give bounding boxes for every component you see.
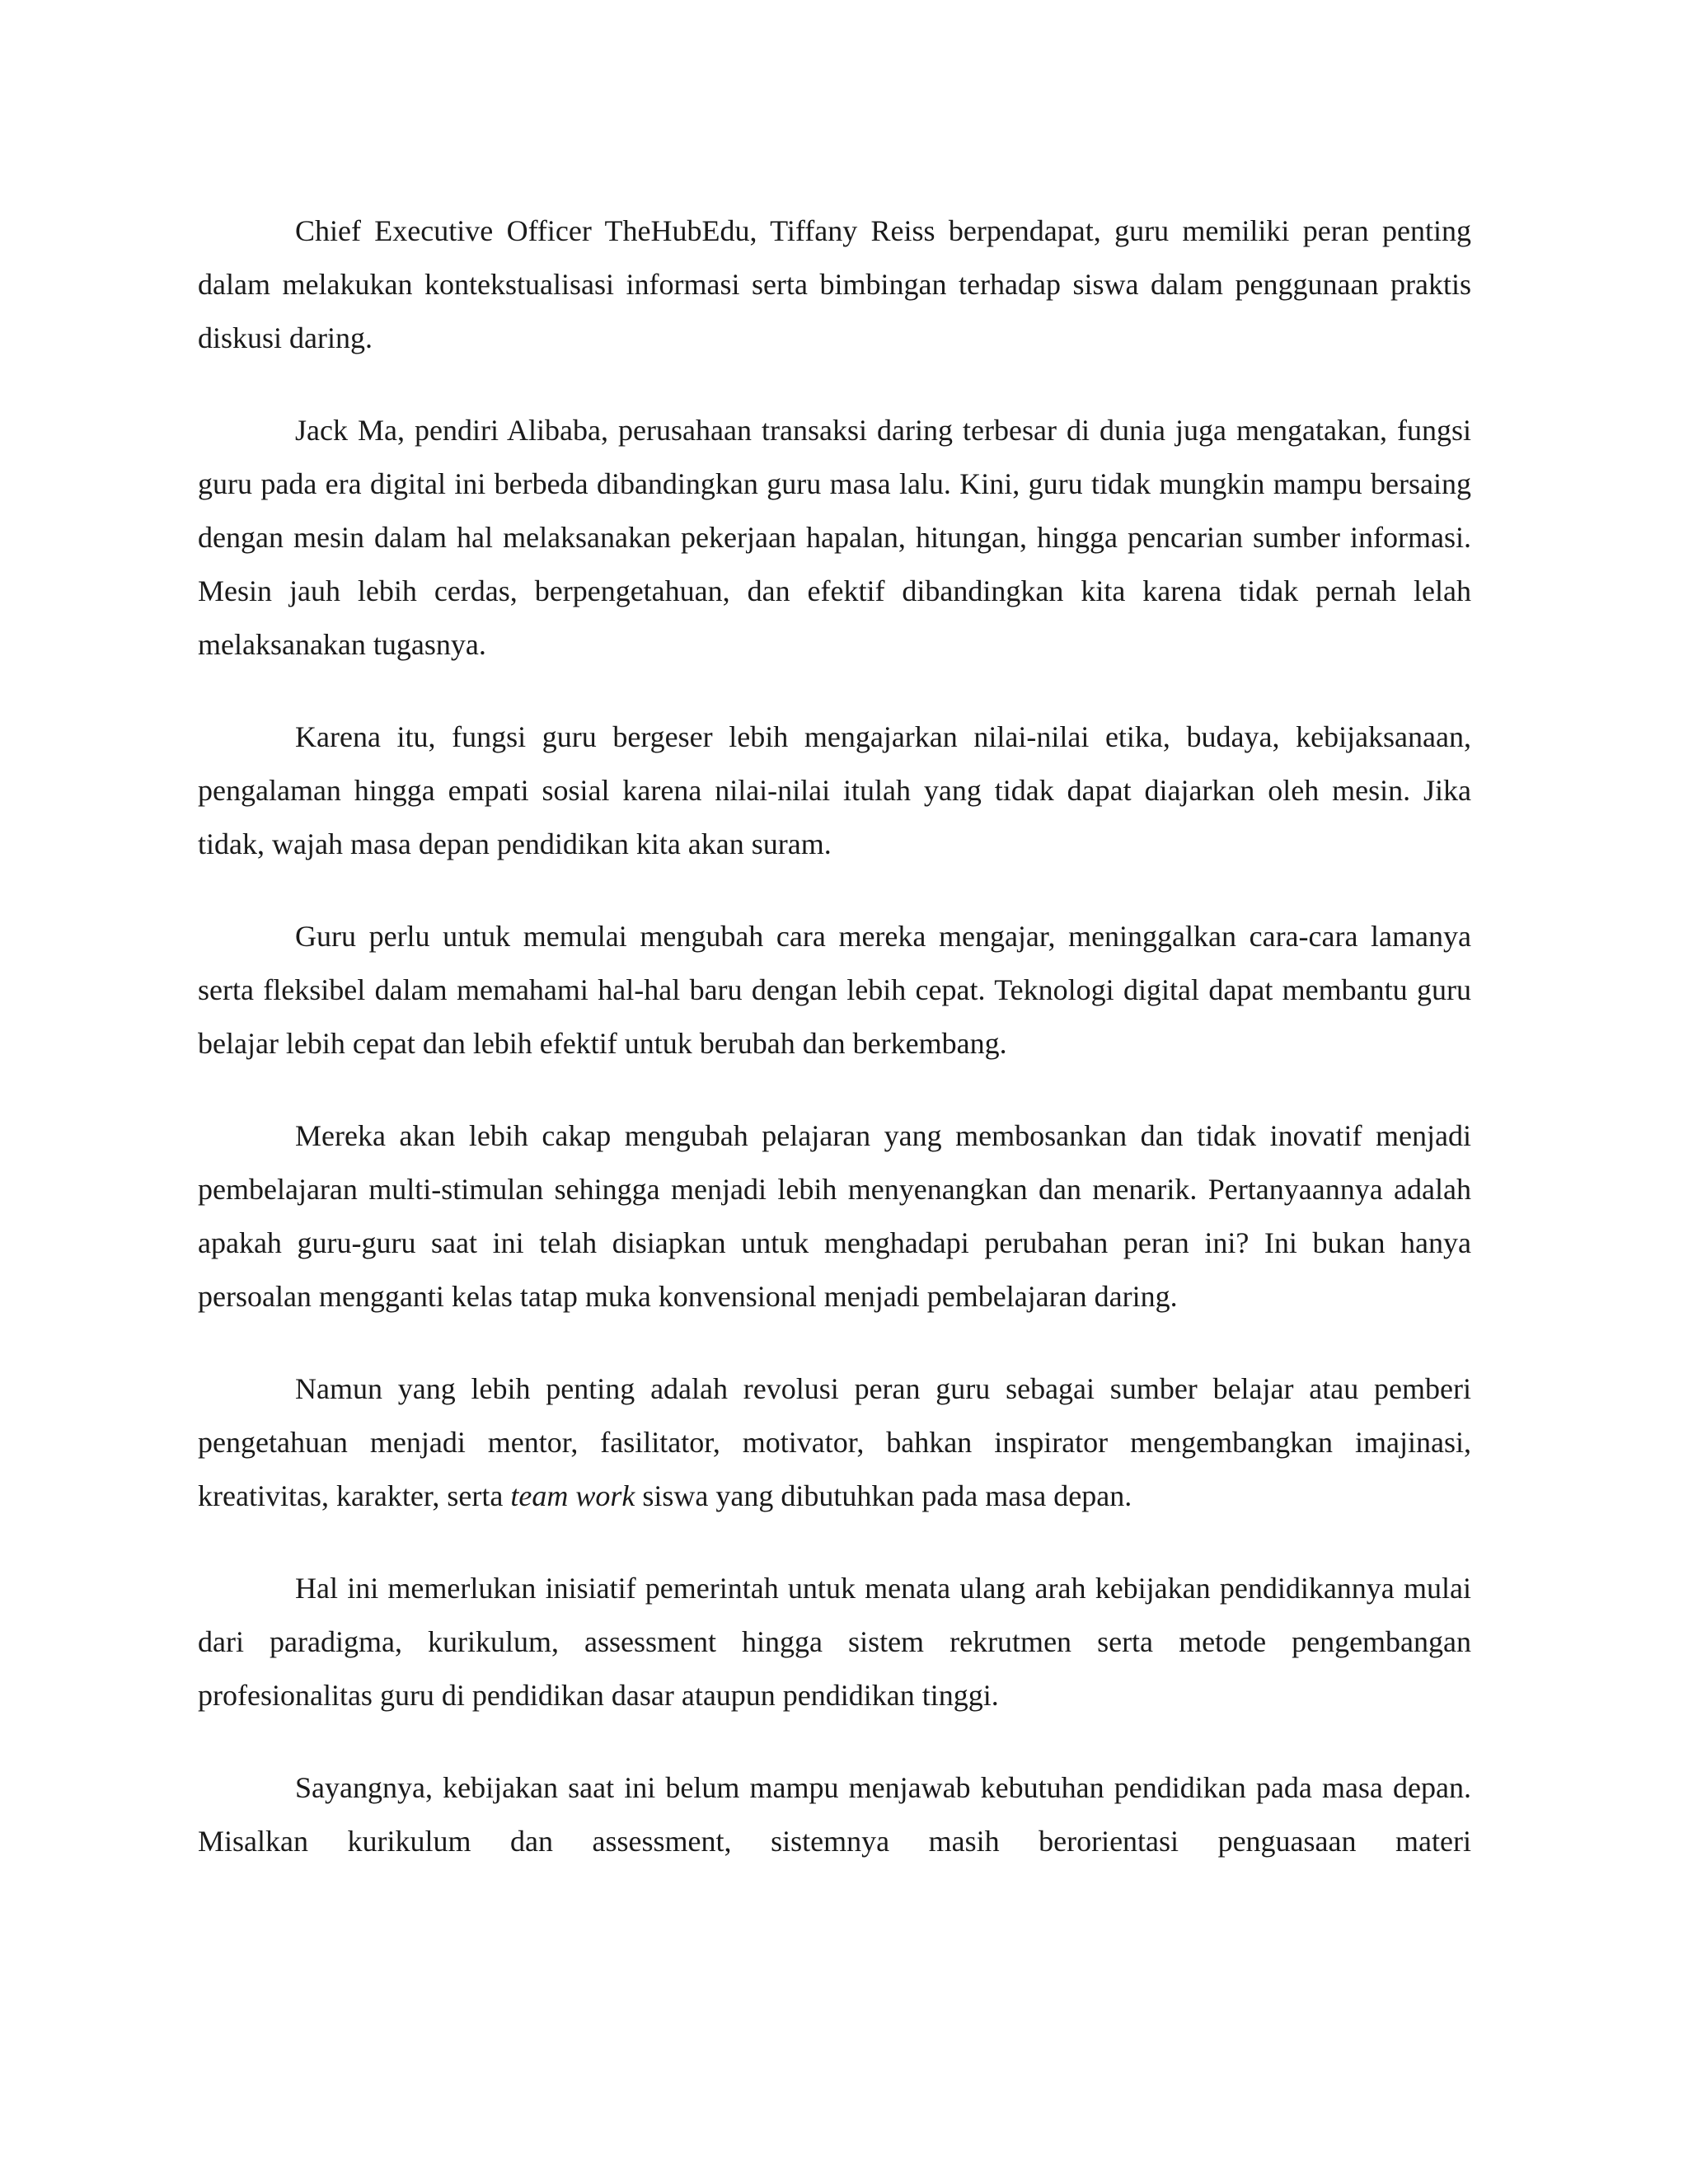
paragraph-6-text-before: Namun yang lebih penting adalah revolusi peran guru sebagai sumber belajar atau pemberi pengetahuan menjadi mentor, fasilitator, motivator, bahkan inspirator mengembangkan imajinasi, kreativitas, karakter, serta bbox=[198, 1372, 1471, 1512]
paragraph-2: Jack Ma, pendiri Alibaba, perusahaan transaksi daring terbesar di dunia juga mengatakan, fungsi guru pada era digital ini berbeda dibandingkan guru masa lalu. Kini, guru tidak mungkin mampu bersaing dengan mesin dalam hal melaksanakan pekerjaan hapalan, hitungan, hingga pencarian sumber informasi. Mesin jauh lebih cerdas, berpengetahuan, dan efektif dibandingkan kita karena tidak pernah lelah melaksanakan tugasnya. bbox=[198, 414, 1471, 661]
paragraph-6 bbox=[198, 1362, 1471, 1523]
paragraph-1: Chief Executive Officer TheHubEdu, Tiffany Reiss berpendapat, guru memiliki peran penting dalam melakukan kontekstualisasi informasi serta bimbingan terhadap siswa dalam penggunaan praktis diskusi daring. bbox=[198, 214, 1471, 354]
paragraph-6-text-after: siswa yang dibutuhkan pada masa depan. bbox=[635, 1479, 1132, 1512]
paragraph-3: Karena itu, fungsi guru bergeser lebih mengajarkan nilai-nilai etika, budaya, kebijaksanaan, pengalaman hingga empati sosial karena nilai-nilai itulah yang tidak dapat diajarkan oleh mesin. Jika tidak, wajah masa depan pendidikan kita akan suram. bbox=[198, 720, 1471, 860]
paragraph-5: Mereka akan lebih cakap mengubah pelajaran yang membosankan dan tidak inovatif menjadi pembelajaran multi-stimulan sehingga menjadi lebih menyenangkan dan menarik. Pertanyaannya adalah apakah guru-guru saat ini telah disiapkan untuk menghadapi perubahan peran ini? Ini bukan hanya persoalan mengganti kelas tatap muka konvensional menjadi pembelajaran daring. bbox=[198, 1119, 1471, 1313]
paragraph-8: Sayangnya, kebijakan saat ini belum mampu menjawab kebutuhan pendidikan pada masa depan. Misalkan kurikulum dan assessment, sistemnya masih berorientasi penguasaan materi bbox=[198, 1771, 1471, 1858]
document-body bbox=[198, 204, 1471, 1907]
paragraph-4: Guru perlu untuk memulai mengubah cara mereka mengajar, meninggalkan cara-cara lamanya serta fleksibel dalam memahami hal-hal baru dengan lebih cepat. Teknologi digital dapat membantu guru belajar lebih cepat dan lebih efektif untuk berubah dan berkembang. bbox=[198, 920, 1471, 1060]
paragraph-7: Hal ini memerlukan inisiatif pemerintah untuk menata ulang arah kebijakan pendidikannya mulai dari paradigma, kurikulum, assessment hingga sistem rekrutmen serta metode pengembangan profesionalitas guru di pendidikan dasar ataupun pendidikan tinggi. bbox=[198, 1572, 1471, 1712]
paragraph-6-italic-term: team work bbox=[510, 1479, 635, 1512]
